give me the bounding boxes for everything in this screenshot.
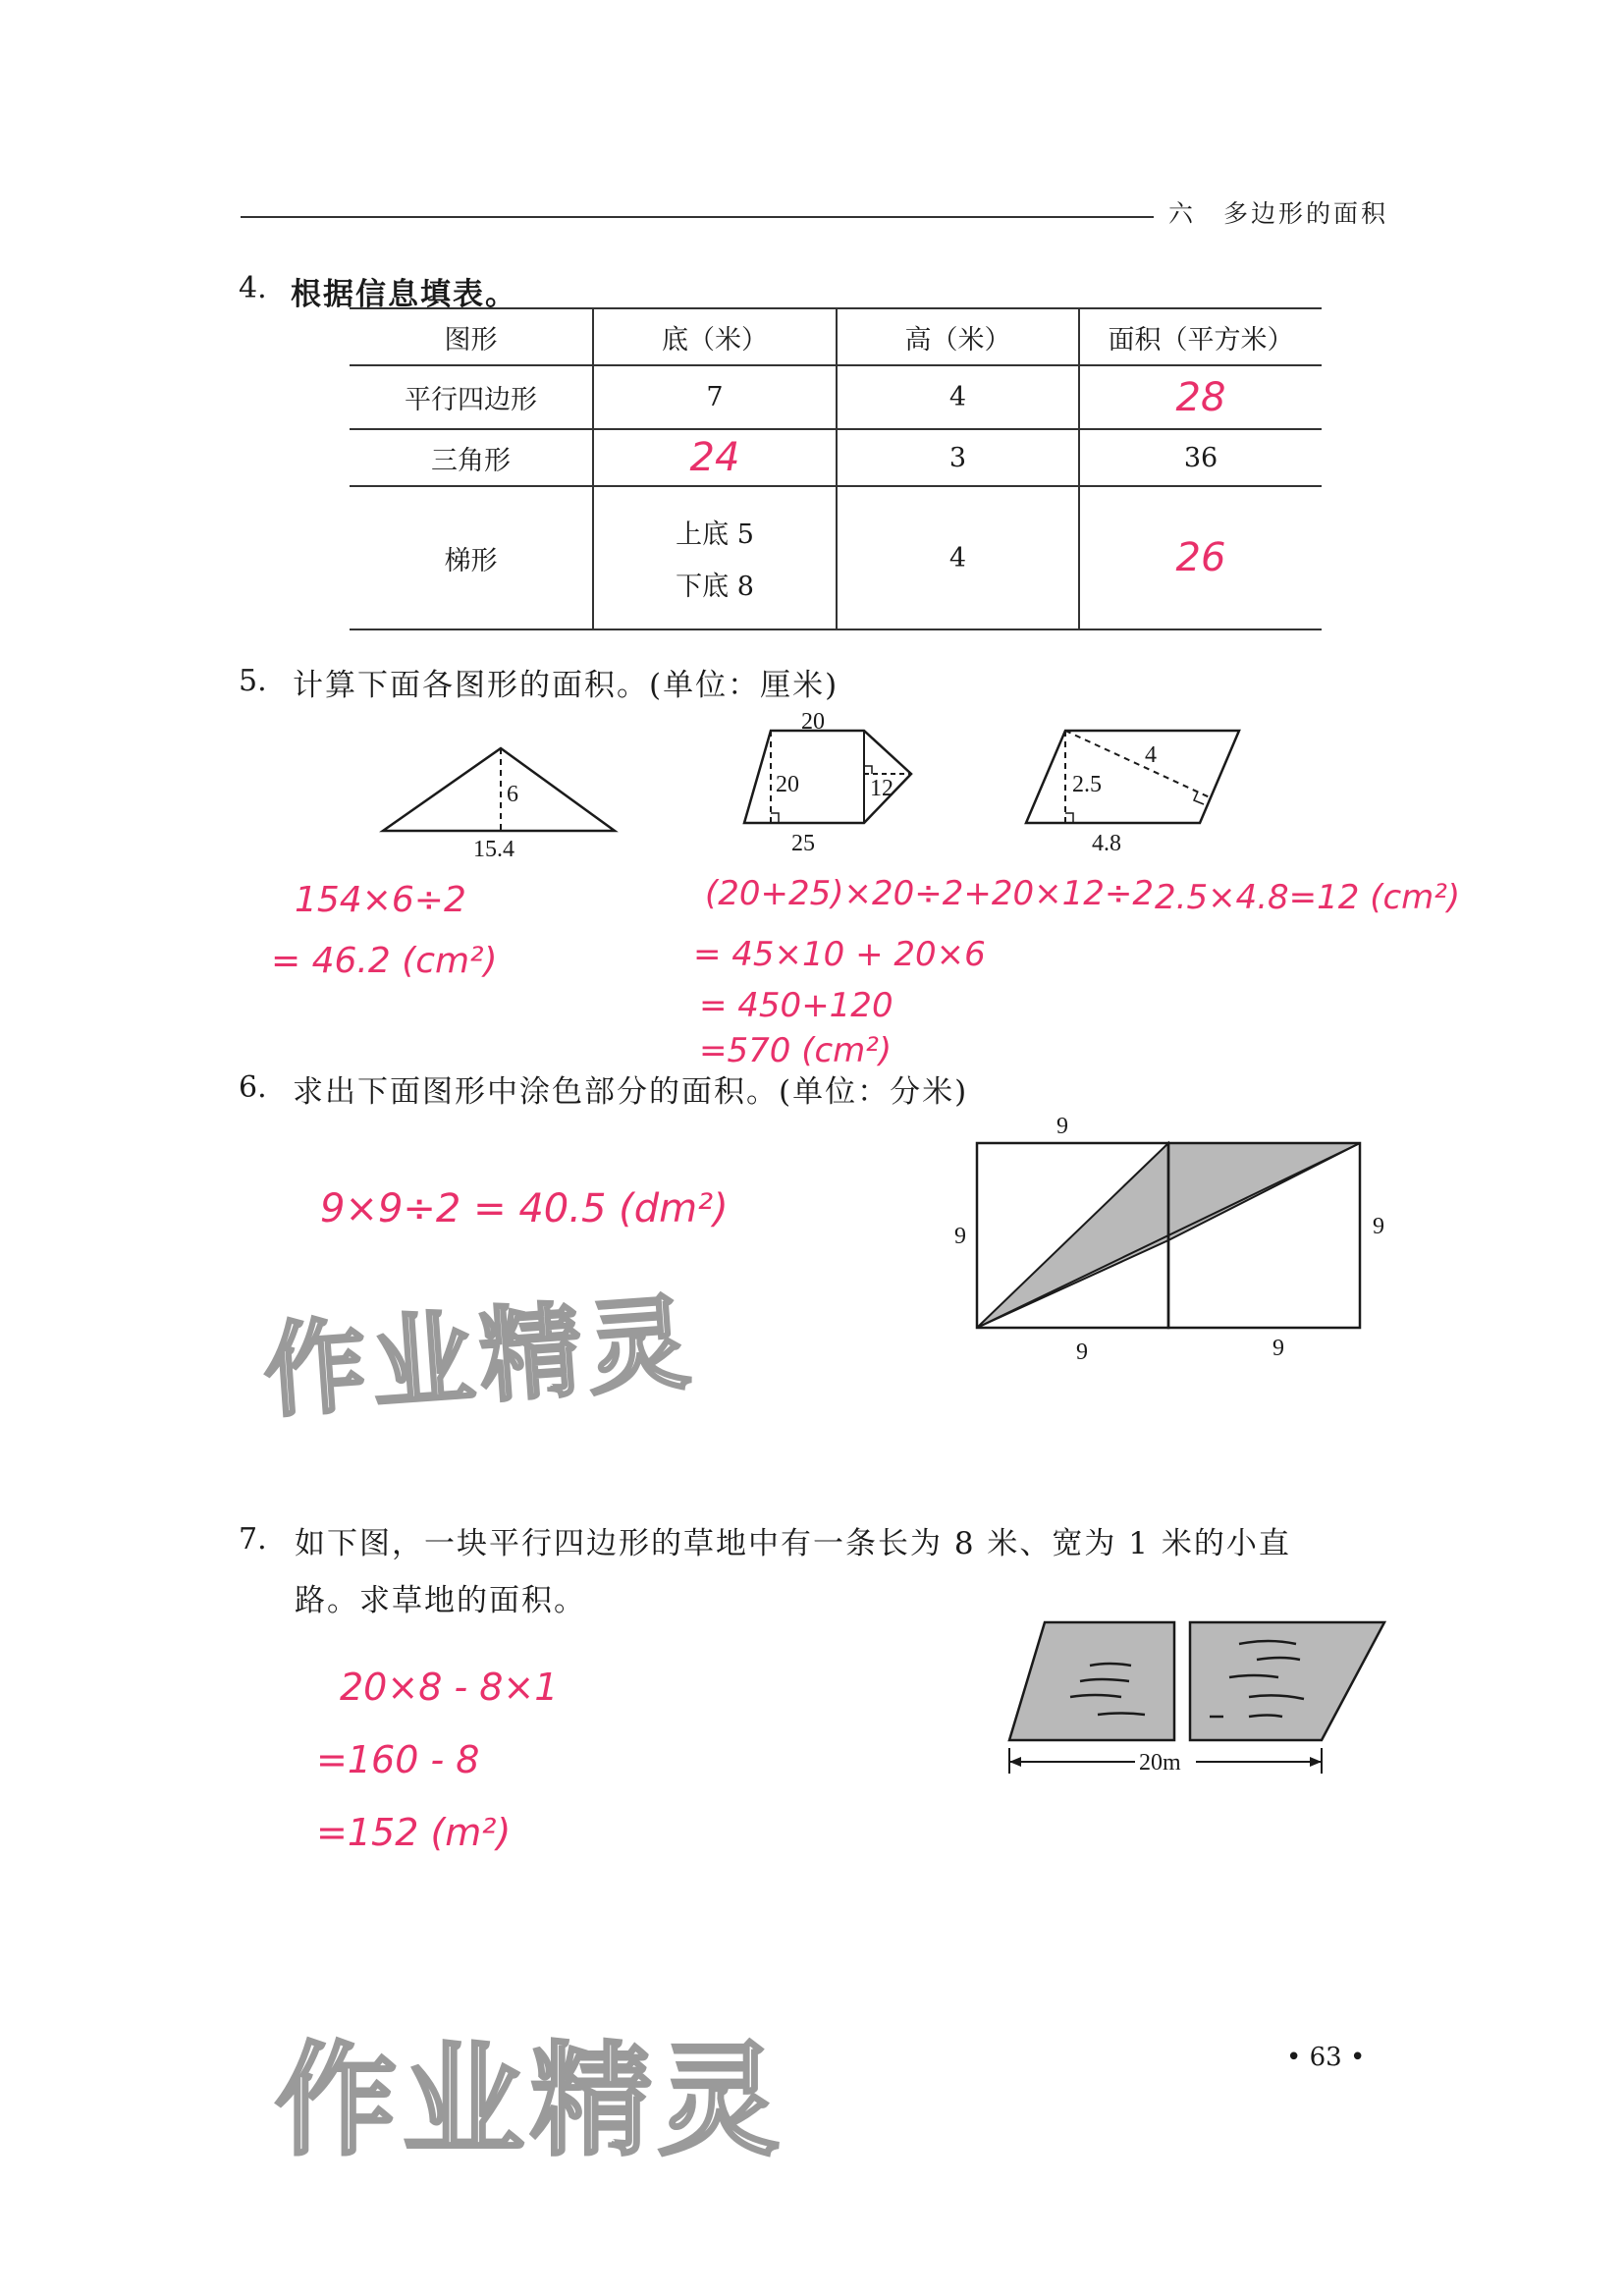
side-label: 4: [1145, 742, 1157, 768]
q5-parallelogram-figure: [1026, 731, 1239, 856]
q7-answer-line: =160 - 8: [316, 1738, 480, 1781]
triangle-shape: [383, 748, 615, 831]
right-angle-mark: [864, 766, 872, 774]
q4-prompt: 根据信息填表。: [291, 277, 517, 312]
q5-answer-line: 2.5×4.8=12 (cm²): [1155, 878, 1461, 917]
right-angle-mark: [771, 813, 779, 823]
q7-number: 7.: [239, 1522, 267, 1557]
parallelogram-shape: [1026, 731, 1239, 823]
bottom-label: 25: [791, 831, 815, 856]
table-header-cell: 高（米）: [837, 308, 1079, 365]
q5-answer-line: = 450+120: [699, 986, 893, 1025]
q5-answer-line: (20+25)×20÷2+20×12÷2: [705, 874, 1155, 913]
height-cell: 4: [837, 365, 1079, 429]
height-cell: 3: [837, 429, 1079, 486]
top-label: 9: [1056, 1114, 1068, 1139]
handwritten-answer: 24: [689, 435, 740, 480]
bottom-right-label: 9: [1272, 1336, 1284, 1361]
q5-composite-figure: [744, 709, 911, 856]
watermark: 作业精灵: [259, 1282, 700, 1433]
right-label: 9: [1373, 1214, 1384, 1239]
base-label: 15.4: [473, 837, 514, 862]
tri-height-label: 12: [870, 776, 893, 801]
q6-figure: [954, 1114, 1384, 1365]
watermark: 作业精灵: [275, 2031, 786, 2172]
q4-number: 4.: [239, 271, 267, 305]
q5-number: 5.: [239, 664, 267, 698]
arrow-left: [1009, 1757, 1021, 1767]
q6-answer: 9×9÷2 = 40.5 (dm²): [320, 1186, 729, 1231]
arrow-right: [1310, 1757, 1322, 1767]
dimension-label: 20m: [1139, 1750, 1181, 1776]
height-label: 6: [507, 782, 518, 807]
base-top: 上底 5: [676, 519, 754, 550]
right-angle-mark: [1065, 813, 1073, 823]
q6-prompt: 求出下面图形中涂色部分的面积。(单位：分米): [293, 1074, 969, 1110]
table-header-cell: 面积（平方米）: [1079, 308, 1322, 365]
top-label: 20: [801, 709, 825, 735]
handwritten-answer: 28: [1175, 374, 1226, 420]
base-cell: 7: [593, 365, 837, 429]
area-cell: 36: [1079, 429, 1322, 486]
q5-triangle-figure: [383, 748, 615, 862]
shaded-triangle-left: [977, 1143, 1168, 1328]
q5-answer-line: =570 (cm²): [699, 1031, 893, 1070]
height-label: 20: [776, 772, 799, 797]
page-number: • 63 •: [1286, 2043, 1366, 2072]
right-angle-mark: [1194, 792, 1204, 804]
q7-prompt-line1: 如下图，一块平行四边形的草地中有一条长为 8 米、宽为 1 米的小直: [295, 1526, 1291, 1561]
q7-answer-line: 20×8 - 8×1: [340, 1666, 559, 1709]
height-cell: 4: [837, 486, 1079, 629]
table-header-cell: 底（米）: [593, 308, 837, 365]
q5-answer-line: 154×6÷2: [295, 880, 466, 920]
chapter-title: 六 多边形的面积: [1168, 199, 1389, 228]
q6-number: 6.: [239, 1070, 267, 1105]
q5-prompt: 计算下面各图形的面积。(单位：厘米): [293, 668, 839, 703]
q7-figure: [1009, 1622, 1384, 1776]
height-label: 2.5: [1072, 772, 1102, 797]
q7-answer-line: =152 (m²): [316, 1811, 512, 1854]
handwritten-answer: 26: [1175, 535, 1226, 580]
base-bottom: 下底 8: [676, 572, 754, 602]
bottom-left-label: 9: [1076, 1339, 1088, 1365]
lawn-left: [1009, 1622, 1174, 1740]
q5-answer-line: = 45×10 + 20×6: [693, 935, 986, 974]
shape-cell: 梯形: [444, 545, 498, 576]
shape-cell: 三角形: [431, 445, 511, 476]
left-label: 9: [954, 1224, 966, 1249]
base-label: 4.8: [1092, 831, 1121, 856]
q5-answer-line: = 46.2 (cm²): [271, 941, 498, 981]
table-header-cell: 图形: [444, 324, 498, 355]
lawn-right: [1190, 1622, 1384, 1740]
shape-cell: 平行四边形: [405, 385, 537, 415]
q7-prompt-line2: 路。求草地的面积。: [295, 1583, 586, 1618]
